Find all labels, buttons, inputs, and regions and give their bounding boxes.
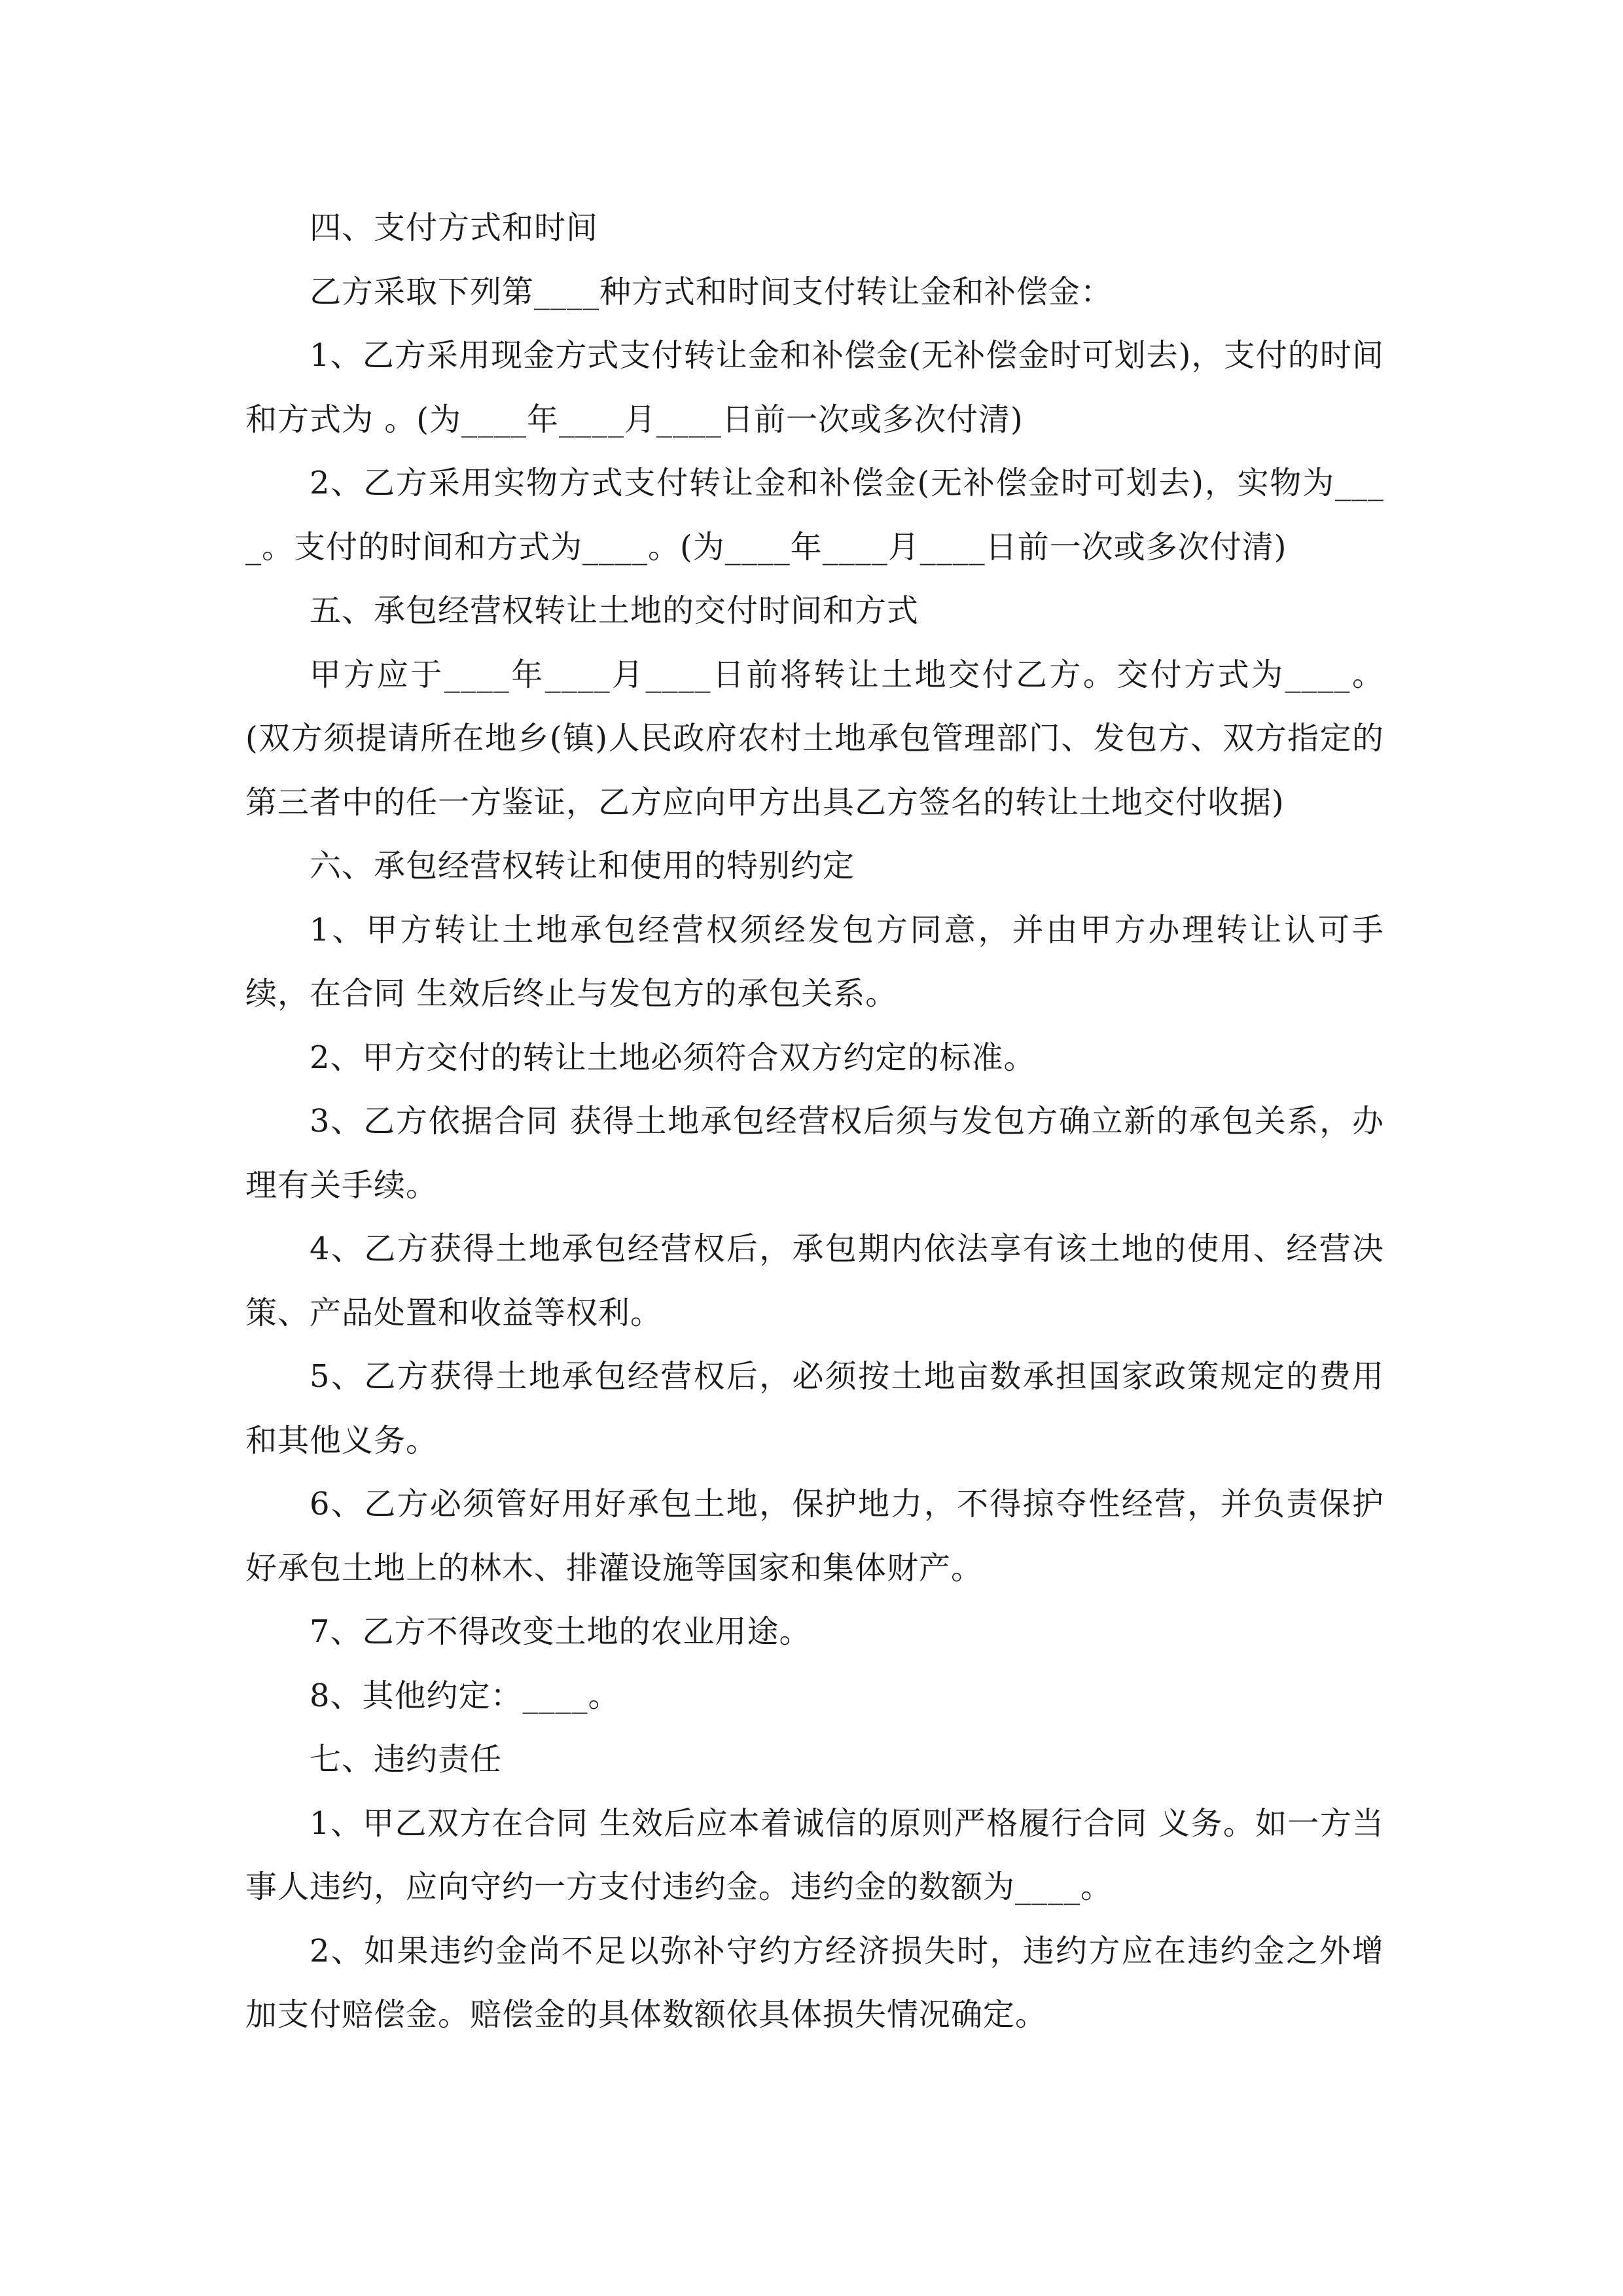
paragraph-special-term-4: 4、乙方获得土地承包经营权后，承包期内依法享有该土地的使用、经营决策、产品处置和收益等权利。	[245, 1230, 1384, 1331]
paragraph-special-term-6: 6、乙方必须管好用好承包土地，保护地力，不得掠夺性经营，并负责保护好承包土地上的林木、排灌设施等国家和集体财产。	[245, 1486, 1384, 1587]
paragraph-special-term-7: 7、乙方不得改变土地的农业用途。	[310, 1613, 812, 1650]
paragraph-special-term-8: 8、其他约定：____。	[310, 1677, 620, 1714]
section-heading-special-terms: 六、承包经营权转让和使用的特别约定	[310, 848, 855, 884]
paragraph-liability-2: 2、如果违约金尚不足以弥补守约方经济损失时，违约方应在违约金之外增加支付赔偿金。赔偿金的具体数额依具体损失情况确定。	[245, 1932, 1384, 2033]
document-body	[245, 196, 1384, 2047]
section-heading-delivery: 五、承包经营权转让土地的交付时间和方式	[310, 592, 919, 629]
paragraph-special-term-1: 1、甲方转让土地承包经营权须经发包方同意，并由甲方办理转让认可手续，在合同 生效后终止与发包方的承包关系。	[245, 911, 1384, 1012]
paragraph-liability-1: 1、甲乙双方在合同 生效后应本着诚信的原则严格履行合同 义务。如一方当事人违约，应向守约一方支付违约金。违约金的数额为____。	[245, 1804, 1384, 1905]
paragraph-payment-cash: 1、乙方采用现金方式支付转让金和补偿金(无补偿金时可划去)，支付的时间和方式为 。(为____年____月____日前一次或多次付清)	[245, 337, 1384, 438]
paragraph-special-term-3: 3、乙方依据合同 获得土地承包经营权后须与发包方确立新的承包关系，办理有关手续。	[245, 1103, 1384, 1204]
paragraph-payment-intro: 乙方采取下列第____种方式和时间支付转让金和补偿金：	[310, 273, 1113, 310]
paragraph-special-term-2: 2、甲方交付的转让土地必须符合双方约定的标准。	[310, 1039, 1036, 1076]
paragraph-payment-in-kind: 2、乙方采用实物方式支付转让金和补偿金(无补偿金时可划去)，实物为____。支付的时间和方式为____。(为____年____月____日前一次或多次付清)	[245, 465, 1384, 565]
section-heading-liability: 七、违约责任	[310, 1741, 503, 1778]
section-heading-payment: 四、支付方式和时间	[310, 209, 599, 246]
paragraph-delivery: 甲方应于____年____月____日前将转让土地交付乙方。交付方式为____。(双方须提请所在地乡(镇)人民政府农村土地承包管理部门、发包方、双方指定的第三者中的任一方鉴证，乙方应向甲方出具乙方签名的转让土地交付收据)	[245, 656, 1384, 821]
paragraph-special-term-5: 5、乙方获得土地承包经营权后，必须按土地亩数承担国家政策规定的费用和其他义务。	[245, 1358, 1384, 1459]
